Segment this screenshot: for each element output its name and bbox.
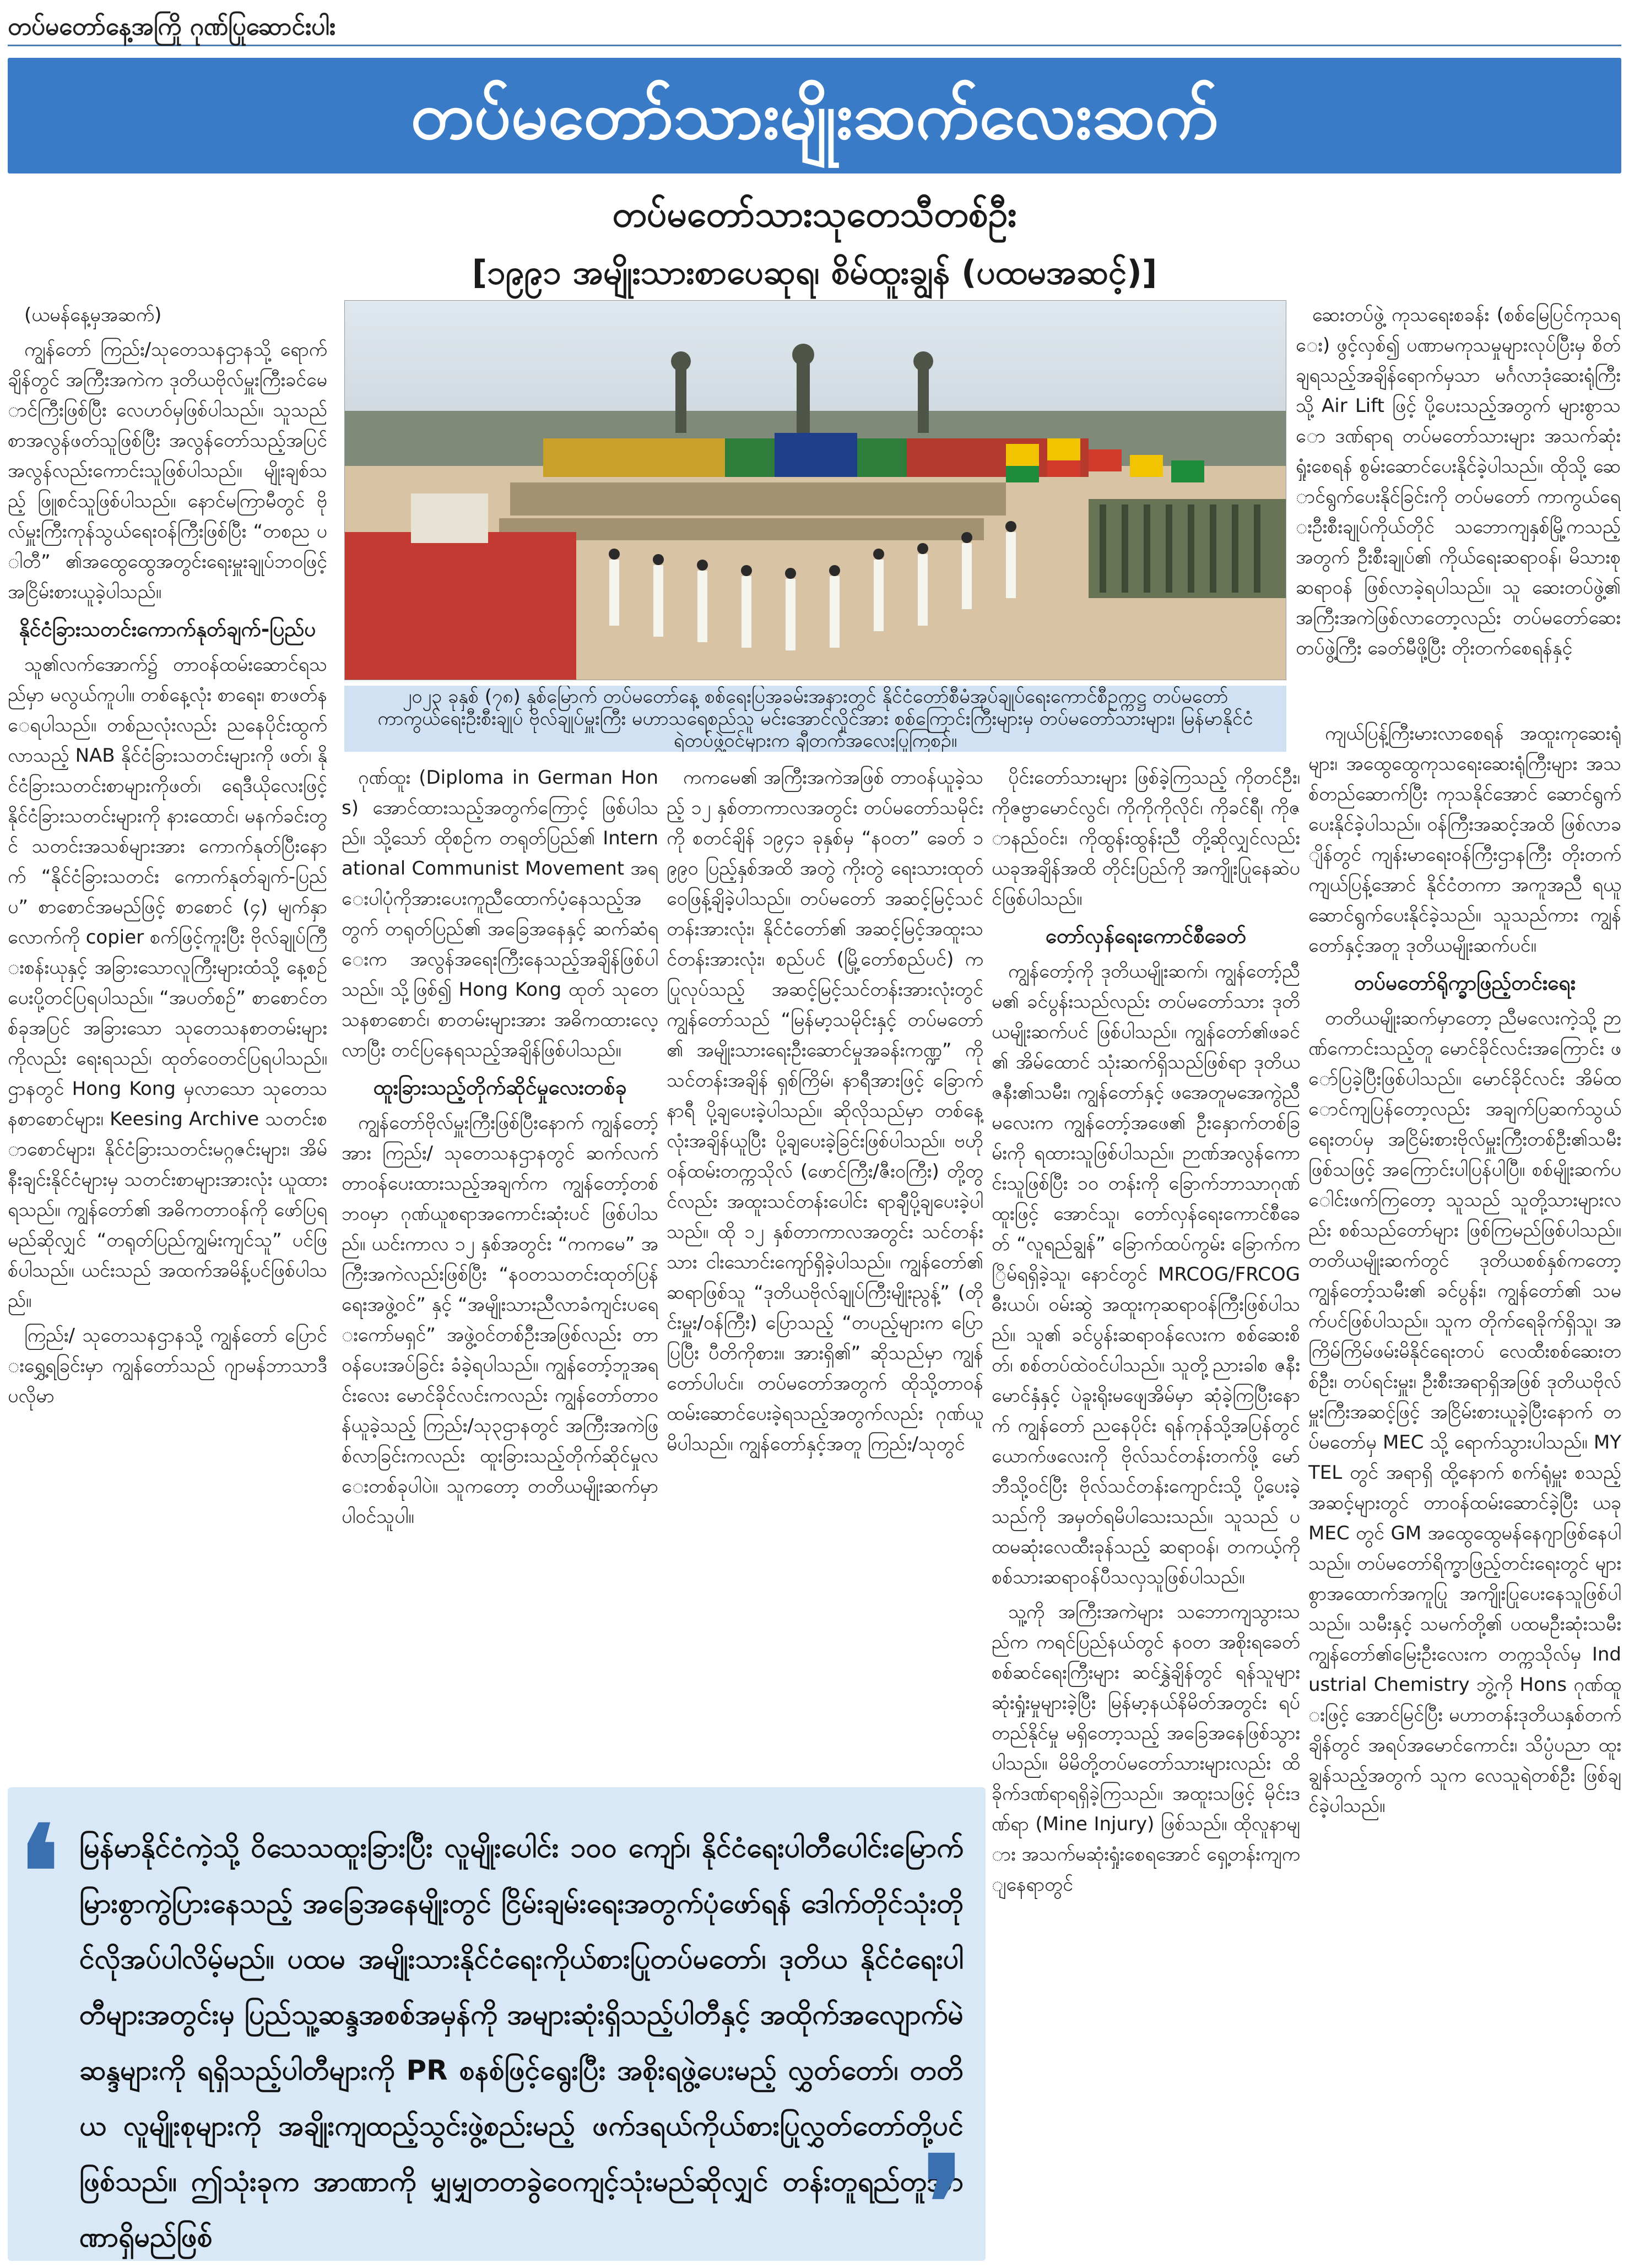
paragraph: တတိယမျိုးဆက်မှာတော့ ညီမလေးကဲ့သို့ ဉာဏ်ကောင်းသည့်တူ မောင်ခိုင်လင်းအကြောင်း ဖော်ပြခဲ့ပြီးဖြစ်ပါသည်။ မောင်ခိုင်လင်း အိမ်ထောင်ကျပြန်တော့လည်း အချက်ပြဆက်သွယ်ရေးတပ်မှ အငြိမ်းစားဗိုလ်မှူးကြီးတစ်ဦး၏သမီးဖြစ်သဖြင့် အကြောင်းပါပြန်ပါပြီ။ စစ်မျိုးဆက်ပေါင်းဖက်ကြတော့ သူသည် သူတို့သားများလည်း စစ်သည်တော်များ ဖြစ်ကြမည်ဖြစ်ပါသည်။ တတိယမျိုးဆက်တွင် ဒုတိယစစ်နှစ်ကတော့ ကျွန်တော့်သမီး၏ ခင်ပွန်း၊ ကျွန်တော်၏ သမက်ပင်ဖြစ်ပါသည်။ သူက တိုက်ရေခိုက်ရှိသူ၊ အကြိမ်ကြိမ်ဖမ်းမိနိုင်ရေးတပ် လေထီးစစ်ဆေးတစ်ဦး၊ တပ်ရင်းမှူး၊ ဦးစီးအရာရှိအဖြစ် ဒုတိယဗိုလ်မှူးကြီးအဆင့်ဖြင့် အငြိမ်းစားယူခဲ့ပြီးနောက် တပ်မတော်မှ MEC သို့ ရောက်သွားပါသည်။ MYTEL တွင် အရာရှိ ထို့နောက် စက်ရုံမှူး စသည့် အဆင့်များတွင် တာဝန်ထမ်းဆောင်ခဲ့ပြီး ယခု MEC တွင် GM အထွေထွေမန်နေဂျာဖြစ်နေပါသည်။ တပ်မတော်ရိက္ခာဖြည့်တင်းရေးတွင် များစွာအထောက်အကူပြု အကျိုးပြုပေးနေသူဖြစ်ပါသည်။ သမီးနှင့် သမက်တို့၏ ပထမဦးဆုံးသမီး ကျွန်တော်၏မြေးဦးလေးက တက္ကသိုလ်မှ Industrial Chemistry ဘွဲ့ကို Hons ဂုဏ်ထူးဖြင့် အောင်မြင်ပြီး မဟာတန်းဒုတိယနှစ်တက်ချိန်တွင် အရပ်အမောင်ကောင်း၊ သိပ္ပံပညာ ထူးချွန်သည့်အတွက် သူက လေသူရဲတစ်ဦး ဖြစ်ချင်ခဲ့ပါသည်။ (1308, 1007, 1621, 1817)
paragraph: ဆေးတပ်ဖွဲ့ ကုသရေးစခန်း (စစ်မြေပြင်ကုသရေး) ဖွင့်လှစ်၍ ပဏာမကုသမှုများလုပ်ပြီးမှ စိတ်ချရသည့်အချိန်ရောက်မှသာ မင်္ဂလာဒုံဆေးရုံကြီးသို့ Air Lift ဖြင့် ပို့ပေးသည့်အတွက် များစွာသော ဒဏ်ရာရ တပ်မတော်သားများ အသက်ဆုံးရှုံးစေရန် စွမ်းဆောင်ပေးနိုင်ခဲ့ပါသည်။ ထိုသို့ ဆောင်ရွက်ပေးနိုင်ခြင်းကို တပ်မတော် ကာကွယ်ရေးဦးစီးချုပ်ကိုယ်တိုင် သဘောကျနှစ်မြို့ကသည့်အတွက် ဦးစီးချုပ်၏ ကိုယ်ရေးဆရာဝန်၊ မိသားစုဆရာဝန် ဖြစ်လာခဲ့ရပါသည်။ သူ ဆေးတပ်ဖွဲ့၏အကြီးအကဲဖြစ်လာတော့လည်း တပ်မတော်ဆေးတပ်ဖွဲ့ကြီး ခေတ်မီဖို့ပြီး တိုးတက်စေရန်နှင့် (1296, 304, 1621, 659)
paragraph: ကျွန်တော် ကြည်း/သုတေသနဌာနသို့ ရောက်ချိန်တွင် အကြီးအကဲက ဒုတိယဗိုလ်မှူးကြီးခင်မောင်ကြီးဖြစ်ပြီး လေဟဝ်မှဖြစ်ပါသည်။ သူသည် စာအလွန်ဖတ်သူဖြစ်ပြီး အလွန်တော်သည့်အပြင် အလွန်လည်းကောင်းသူဖြစ်ပါသည်။ မျိုးချစ်သည့် ဖြူစင်သူဖြစ်ပါသည်။ နောင်မကြာမီတွင် ဗိုလ်မှူးကြီးကုန်သွယ်ရေးဝန်ကြီးဖြစ်ပြီး “တစည ပါတီ” ၏အထွေထွေအတွင်းရေးမှူးချုပ်ဘဝဖြင့် အငြိမ်းစားယူခဲ့ပါသည်။ (8, 339, 327, 603)
column-3 (667, 763, 983, 1776)
column-5 (1308, 719, 1621, 2255)
paragraph: သူ့ကို အကြီးအကဲများ သဘောကျသွားသည်က ကရင်ပြည်နယ်တွင် နဝတ အစိုးရခေတ် စစ်ဆင်ရေးကြီးများ ဆင်နွှဲချိန်တွင် ရန်သူများ ဆုံးရှုံးမှုများခဲ့ပြီး မြန်မာ့နယ်နိမိတ်အတွင်း ရပ်တည်နိုင်မှု မရှိတော့သည့် အခြေအနေဖြစ်သွားပါသည်။ မိမိတို့တပ်မတော်သားများလည်း ထိခိုက်ဒဏ်ရာရရှိခဲ့ကြသည်။ အထူးသဖြင့် မိုင်းဒဏ်ရာ (Mine Injury) ဖြစ်သည်။ ထိုလူနာများ အသက်မဆုံးရှုံးစေရအောင် ရှေ့တန်းကျကျနေရာတွင် (992, 1601, 1300, 1896)
paragraph: ကျွန်တော့်ကို ဒုတိယမျိုးဆက်၊ ကျွန်တော့်ညီမ၏ ခင်ပွန်းသည်လည်း တပ်မတော်သား ဒုတိယမျိုးဆက်ပင် ဖြစ်ပါသည်။ ကျွန်တော်၏ဖခင်၏ အိမ်ထောင် သုံးဆက်ရှိသည်ဖြစ်ရာ ဒုတိယဇနီး၏သမီး၊ ကျွန်တော်နှင့် ဖအေတူမအေကွဲညီမလေးက ကျွန်တော့်အဖေ၏ ဦးနှောက်တစ်ခြမ်းကို ရထားသူဖြစ်ပါသည်။ ဉာဏ်အလွန်ကောင်းသူဖြစ်ပြီး ၁၀ တန်းကို ခြောက်ဘာသာဂုဏ်ထူးဖြင့် အောင်သူ၊ တော်လှန်ရေးကောင်စီခေတ် “လူရည်ချွန်” ခြောက်ထပ်ကွမ်း ခြောက်ကြိမ်ရရှိခဲ့သူ၊ နောင်တွင် MRCOG/FRCOG ဓီးယပ်၊ ဝမ်းဆွဲ အထူးကုဆရာဝန်ကြီးဖြစ်ပါသည်။ သူ၏ ခင်ပွန်းဆရာဝန်လေးက စစ်ဆေးစိတ်၊ စစ်တပ်ထဲဝင်ပါသည်။ သူတို့ညားခါစ ဇနီးမောင်နှံနှင့် ပဲခူးရိုးမဖျေအိမ်မှာ ဆုံခဲ့ကြပြီးနောက် ကျွန်တော် ညနေပိုင်း ရန်ကုန်သို့အပြန်တွင် ယောက်ဖလေးကို ဗိုလ်သင်တန်းတက်ဖို့ မော်ဘီသို့ဝင်ပြီး ဗိုလ်သင်တန်းကျောင်းသို့ ပို့ပေးခဲ့သည်ကို အမှတ်ရမိပါသေးသည်။ သူသည် ပထမဆုံးလေထီးခုန်သည့် ဆရာဝန်၊ တကယ့်ကို စစ်သားဆရာဝန်ပီသလှသူဖြစ်ပါသည်။ (992, 961, 1300, 1588)
column-1 (8, 300, 327, 1776)
subheading: တော်လှန်ရေးကောင်စီခေတ် (1045, 924, 1247, 948)
byline (231, 187, 1398, 308)
open-quote-icon: ❛ (19, 1798, 60, 1947)
paragraph: ကကမေ၏ အကြီးအကဲအဖြစ် တာဝန်ယူခဲ့သည့် ၁၂ နှစ်တာကာလအတွင်း တပ်မတော်သမိုင်းကို စတင်ချိန် ၁၉၄၁ ခုနှစ်မှ “နဝတ” ခေတ် ၁၉၉၀ ပြည့်နှစ်အထိ အတွဲ ကိုးတွဲ ရေးသားထုတ်ဝေဖြန့်ချိခဲ့ပါသည်။ တပ်မတော် အဆင့်မြင့်သင်တန်းအားလုံး၊ နိုင်ငံတော်၏ အဆင့်မြင့်အထူးသင်တန်းအားလုံး၊ စည်ပင် (မြို့တော်စည်ပင်) က ပြုလုပ်သည့် အဆင့်မြင့်သင်တန်းအားလုံးတွင် ကျွန်တော်သည် “မြန်မာ့သမိုင်းနှင့် တပ်မတော်၏ အမျိုးသားရေးဦးဆောင်မှုအခန်းကဏ္ဍ” ကို သင်တန်းအချိန် ရှစ်ကြိမ်၊ နာရီအားဖြင့် ခြောက်နာရီ ပို့ချပေးခဲ့ပါသည်။ ဆိုလိုသည်မှာ တစ်နေ့လုံးအချိန်ယူပြီး ပို့ချပေးခဲ့ခြင်းဖြစ်ပါသည်။ ဗဟိုဝန်ထမ်းတက္ကသိုလ် (ဖောင်ကြီး/ဇီးဝကြီး) တို့တွင်လည်း အထူးသင်တန်းပေါင်း ရာချီပို့ချပေးခဲ့ပါသည်။ ထို ၁၂ နှစ်တာကာလအတွင်း သင်တန်းသား ငါးသောင်းကျော်ရှိခဲ့ပါသည်။ ကျွန်တော်၏ဆရာဖြစ်သူ “ဒုတိယဗိုလ်ချုပ်ကြီးမျိုးညွန့်” (တိုင်းမှူး/ဝန်ကြီး) ပြောသည့် “တပည့်များက ပြောပြပြီး ပီတိကိုစား။ အားရှိ၏” ဆိုသည်မှာ ကျွန်တော်ပါပင်။ တပ်မတော်အတွက် ထိုသို့တာဝန်ထမ်းဆောင်ပေးခဲ့ရသည့်အတွက်လည်း ဂုဏ်ယူမိပါသည်။ ကျွန်တော်နှင့်အတူ ကြည်း/သုတွင် (667, 767, 983, 1455)
column-2 (342, 763, 658, 1776)
column-4 (992, 763, 1300, 2250)
paragraph: ဂုဏ်ထူး (Diploma in German Hons) အောင်ထားသည့်အတွက်ကြောင့် ဖြစ်ပါသည်။ သို့သော် ထိုစဉ်က တရုတ်ပြည်၏ International Communist Movement အရေးပါပုံကိုအားပေးကူညီထောက်ပံ့နေသည့်အတွက် တရုတ်ပြည်၏ အခြေအနေနှင့် ဆက်ဆံရေးက အလွန်အရေးကြီးနေသည့်အချိန်ဖြစ်ပါသည်။ သို့ဖြစ်၍ Hong Kong ထုတ် သုတေသနစာစောင်၊ စာတမ်းများအား အဓိကထားလေ့လာပြီး တင်ပြနေရသည့်အချိန်ဖြစ်ပါသည်။ (342, 767, 658, 1061)
paragraph: ကြည်း/ သုတေသနဌာနသို့ ကျွန်တော် ပြောင်းရွှေ့ရခြင်းမှာ ကျွန်တော်သည် ဂျာမန်ဘာသာဒီပလိုမာ (8, 1325, 327, 1407)
paragraph: ကျယ်ပြန့်ကြီးမားလာစေရန် အထူးကုဆေးရုံများ၊ အထွေထွေကုသရေးဆေးရုံကြီးများ အသစ်တည်ဆောက်ပြီး ကုသနိုင်အောင် ဆောင်ရွက်ပေးနိုင်ခဲ့ပါသည်။ ဝန်ကြီးအဆင့်အထိ ဖြစ်လာချိန်တွင် ကျန်းမာရေးဝန်ကြီးဌာနကြီး တိုးတက်ကျယ်ပြန့်အောင် နိုင်ငံတကာ အကူအညီ ရယူဆောင်ရွက်ပေးနိုင်ခဲ့သည်။ သူသည်ကား ကျွန်တော်နှင့်အတူ ဒုတိယမျိုးဆက်ပင်။ (1308, 723, 1621, 957)
paragraph: ကျွန်တော်ဗိုလ်မှူးကြီးဖြစ်ပြီးနောက် ကျွန်တော့်အား ကြည်း/ သုတေသနဌာနတွင် ဆက်လက်တာဝန်ပေးထားသည့်အချက်က ကျွန်တော့်တစ်ဘဝမှာ ဂုဏ်ယူစရာအကောင်းဆုံးပင် ဖြစ်ပါသည်။ ယင်းကာလ ၁၂ နှစ်အတွင်း “ကကမေ” အကြီးအကဲလည်းဖြစ်ပြီး “နဝတသတင်းထုတ်ပြန်ရေးအဖွဲ့ဝင်” နှင့် “အမျိုးသားညီလာခံကျင်းပရေးကော်မရှင်” အဖွဲ့ဝင်တစ်ဦးအဖြစ်လည်း တာဝန်ပေးအပ်ခြင်း ခံခဲ့ရပါသည်။ ကျွန်တော့်ဘူအရင်းလေး မောင်ခိုင်လင်းကလည်း ကျွန်တော်တာဝန်ယူခဲ့သည့် ကြည်း/သု၃ဌာနတွင် အကြီးအကဲဖြစ်လာခြင်းကလည်း ထူးခြားသည့်တိုက်ဆိုင်မှုလေးတစ်ခုပါပဲ။ သူကတော့ တတိယမျိုးဆက်မှာ ပါဝင်သူပါ။ (342, 1112, 658, 1528)
pull-quote (8, 1787, 986, 2261)
paragraph: သူ၏လက်အောက်၌ တာဝန်ထမ်းဆောင်ရသည်မှာ မလွယ်ကူပါ။ တစ်နေ့လုံး စာရေး၊ စာဖတ်နေရပါသည်။ တစ်ညလုံးလည်း ညနေပိုင်းထွက်လာသည့် NAB နိုင်ငံခြားသတင်းများကို ဖတ်၊ နိုင်ငံခြားသတင်းစာများကိုဖတ်၊ ရေဒီယိုလေးဖြင့် နိုင်ငံခြားသတင်းများကို နားထောင်၊ မနက်ခင်းတွင် သတင်းအသစ်များအား ကောက်နုတ်ပြီးနောက် “နိုင်ငံခြားသတင်း ကောက်နုတ်ချက်-ပြည်ပ” စာစောင်အမည်ဖြင့် စာစောင် (၄) မျက်နှာလောက်ကို copier စက်ဖြင့်ကူးပြီး ဗိုလ်ချုပ်ကြီးစန်းယုနှင့် အခြားသောလူကြီးများထံသို့ နေ့စဉ်ပေးပို့တင်ပြရပါသည်။ “အပတ်စဉ်” စာစောင်တစ်ခုအပြင် အခြားသော သုတေသနစာတမ်းများကိုလည်း ရေးရသည်၊ ထုတ်ဝေတင်ပြရပါသည်။ ဌာနတွင် Hong Kong မှလာသော သုတေသနစာစောင်များ၊ Keesing Archive သတင်းစာစောင်များ၊ နိုင်ငံခြားသတင်းမဂ္ဂဇင်းများ၊ အိမ်နီးချင်းနိုင်ငံများမှ သတင်းစာများအားလုံး ယူထားရသည်။ ကျွန်တော်၏ အဓိကတာဝန်ကို ဖော်ပြရမည်ဆိုလျှင် “တရုတ်ပြည်ကျွမ်းကျင်သူ” ပင်ဖြစ်ပါသည်။ ယင်းသည် အထက်အမိန့်ပင်ဖြစ်ပါသည်။ (8, 654, 327, 1312)
subheading: နိုင်ငံခြားသတင်းကောက်နုတ်ချက်-ပြည်ပ (19, 617, 316, 641)
author-credential: [၁၉၉၁ အမျိုးသားစာပေဆုရ၊ စိမ်ထူးချွန် (ပထမအဆင့်)] (472, 253, 1157, 292)
article-title: တပ်မတော်သားမျိုးဆက်လေးဆက် (8, 58, 1621, 173)
pull-quote-text: မြန်မာနိုင်ငံကဲ့သို့ ဝိသေသထူးခြားပြီး လူမျိုးပေါင်း ၁၀၀ ကျော်၊ နိုင်ငံရေးပါတီပေါင်းမြောက်မြားစွာကွဲပြားနေသည့် အခြေအနေမျိုးတွင် ငြိမ်းချမ်းရေးအတွက်ပုံဖော်ရန် ဒေါက်တိုင်သုံးတိုင်လိုအပ်ပါလိမ့်မည်။ ပထမ အမျိုးသားနိုင်ငံရေးကိုယ်စားပြုတပ်မတော်၊ ဒုတိယ နိုင်ငံရေးပါတီများအတွင်းမှ ပြည်သူ့ဆန္ဒအစစ်အမှန်ကို အများဆုံးရှိသည့်ပါတီနှင့် အထိုက်အလျောက်မဲဆန္ဒများကို ရရှိသည့်ပါတီများကို PR စနစ်ဖြင့်ရွေးပြီး အစိုးရဖွဲ့ပေးမည့် လွှတ်တော်၊ တတိယ လူမျိုးစုများကို အချိုးကျထည့်သွင်းဖွဲ့စည်းမည့် ဖက်ဒရယ်ကိုယ်စားပြုလွှတ်တော်တို့ပင် ဖြစ်သည်။ ဤသုံးခုက အာဏာကို မျှမျှတတခွဲဝေကျင့်သုံးမည်ဆိုလျှင် တန်းတူရည်တူအာဏာရှိမည်ဖြစ် (79, 1832, 964, 2253)
column-right-top (1296, 300, 1621, 719)
parade-photo (344, 300, 1286, 680)
paragraph: (ယမန်နေ့မှအဆက်) (24, 304, 162, 326)
close-quote-icon: ❜ (922, 2129, 964, 2261)
paragraph: ပိုင်းတော်သားများ ဖြစ်ခဲ့ကြသည့် ကိုတင်ဦး၊ ကိုဇဗ္ဗာမောင်လွင်၊ ကိုကိုကိုလိုင်၊ ကိုခင်ရီ၊ ကိုဇာနည်ဝင်း၊ ကိုထွန်းထွန်းညီ တို့ဆိုလျှင်လည်း ယခုအချိန်အထိ တိုင်းပြည်ကို အကျိုးပြုနေဆဲပင်ဖြစ်ပါသည်။ (992, 767, 1300, 910)
kicker: တပ်မတော်နေ့အကြို ဂုဏ်ပြုဆောင်းပါး (8, 8, 1621, 46)
subheading: တပ်မတော်ရိုက္ခာဖြည့်တင်းရေး (1354, 971, 1576, 995)
subheading: ထူးခြားသည့်တိုက်ဆိုင်မှုလေးတစ်ခု (373, 1076, 627, 1099)
photo-caption: ၂၀၂၃ ခုနှစ် (၇၈) နှစ်မြောက် တပ်မတော်နေ့ စစ်ရေးပြအခမ်းအနားတွင် နိုင်ငံတော်စီမံအုပ်ချုပ်ရေးကောင်စီဥက္ကဋ္ဌ တပ်မတော်ကာကွယ်ရေးဦးစီးချုပ် ဗိုလ်ချုပ်မှူးကြီး မဟာသရေစည်သူ မင်းအောင်လှိုင်အား စစ်ကြောင်းကြီးများမှ တပ်မတော်သားများ၊ မြန်မာနိုင်ငံရဲတပ်ဖွဲ့ဝင်များက ချီတက်အလေးပြုကြစဉ်။ (344, 686, 1286, 752)
author-name: တပ်မတော်သားသုတေသီတစ်ဦး (612, 194, 1017, 235)
